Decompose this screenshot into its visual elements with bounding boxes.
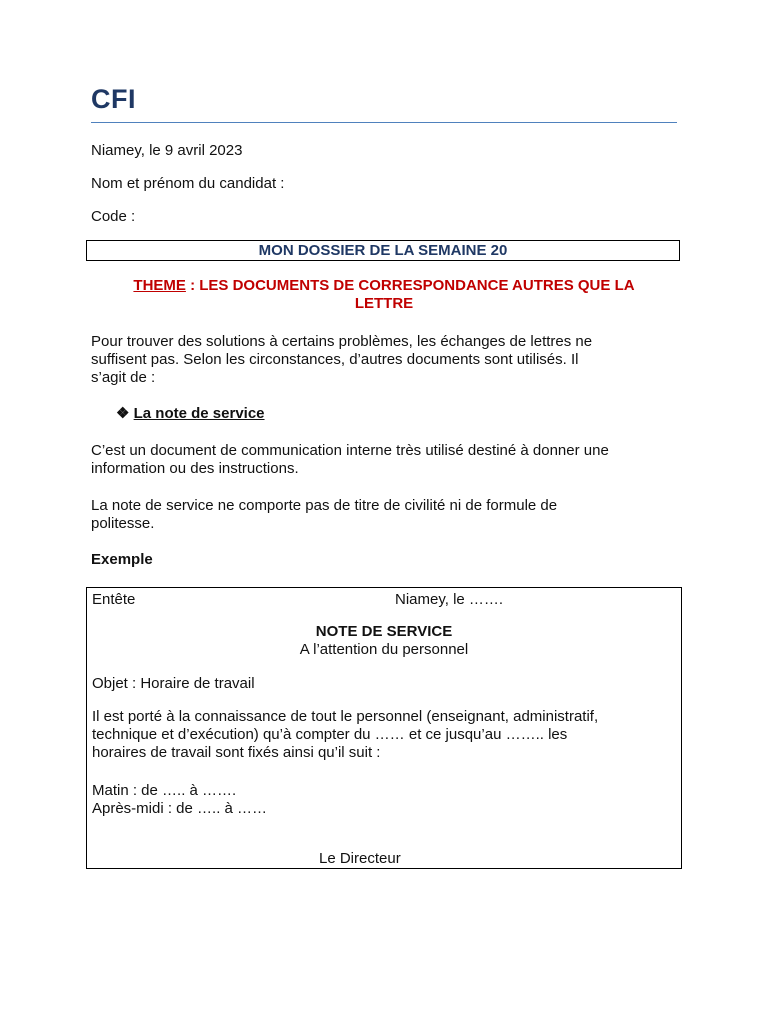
theme-label: THEME (133, 277, 186, 294)
theme-text-line2: LETTRE (354, 295, 414, 312)
definition-paragraph (91, 442, 681, 478)
example-schedule (92, 782, 267, 818)
note-line: La note de service ne comporte pas de titre de civilité ni de formule de (91, 497, 558, 514)
theme-text-line1: : LES DOCUMENTS DE CORRESPONDANCE AUTRES QUE LA (185, 277, 635, 294)
section-heading (116, 405, 265, 423)
example-title: NOTE DE SERVICE (315, 623, 453, 640)
example-signature: Le Directeur (319, 850, 401, 867)
intro-line: s’agit de : (91, 369, 156, 386)
example-afternoon: Après-midi : de ….. à …… (92, 800, 268, 817)
candidate-name-label: Nom et prénom du candidat : (91, 175, 285, 192)
diamond-bullet-icon: ❖ (116, 405, 130, 422)
example-body-line: Il est porté à la connaissance de tout le personnel (enseignant, administratif, (92, 708, 599, 725)
example-morning: Matin : de ….. à ……. (92, 782, 237, 799)
cfi-logo: CFI (91, 84, 136, 114)
theme-heading (91, 277, 677, 313)
header-divider (91, 122, 677, 123)
example-header-right: Niamey, le ……. (395, 591, 504, 608)
example-box (86, 587, 682, 869)
example-body-line: technique et d’exécution) qu’à compter du …… et ce jusqu’au …….. les (92, 726, 568, 743)
example-body-line: horaires de travail sont fixés ainsi qu’il suit : (92, 744, 381, 761)
section-title: La note de service (133, 405, 265, 422)
intro-line: suffisent pas. Selon les circonstances, d’autres documents sont utilisés. Il (91, 351, 579, 368)
example-body (92, 708, 677, 762)
example-label: Exemple (91, 551, 153, 568)
example-header-left: Entête (92, 591, 136, 608)
note-paragraph (91, 497, 681, 533)
example-subtitle: A l’attention du personnel (299, 641, 469, 658)
place-date: Niamey, le 9 avril 2023 (91, 142, 243, 159)
definition-line: C’est un document de communication interne très utilisé destiné à donner une (91, 442, 609, 459)
definition-line: information ou des instructions. (91, 460, 299, 477)
intro-paragraph (91, 333, 681, 387)
dossier-title: MON DOSSIER DE LA SEMAINE 20 (258, 242, 508, 259)
intro-line: Pour trouver des solutions à certains problèmes, les échanges de lettres ne (91, 333, 593, 350)
code-label: Code : (91, 208, 136, 225)
note-line: politesse. (91, 515, 155, 532)
dossier-title-box (86, 240, 680, 261)
example-object: Objet : Horaire de travail (92, 675, 255, 692)
